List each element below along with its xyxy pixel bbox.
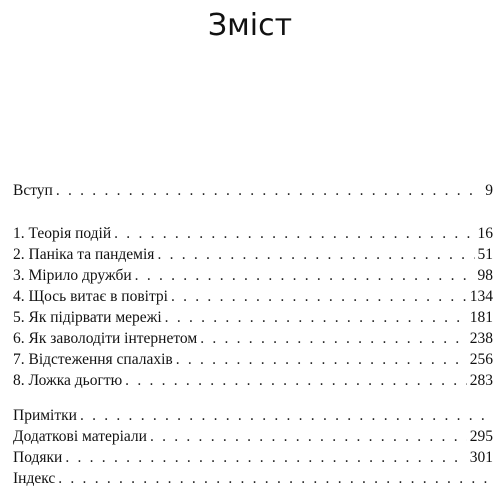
toc-leader-dots (171, 286, 467, 307)
toc-entry-page: 238 (469, 330, 493, 347)
toc-leader-dots (150, 426, 467, 447)
toc-entry-label: Подяки (13, 449, 63, 466)
toc-entry (13, 447, 493, 468)
toc-leader-dots (56, 180, 482, 201)
toc-entry-page: 181 (469, 309, 493, 326)
toc-entry (13, 328, 493, 349)
toc-leader-dots (176, 349, 467, 370)
toc-entry-label: 6. Як заволодіти інтернетом (13, 330, 198, 347)
page-title: Зміст (207, 8, 293, 43)
toc-leader-dots (135, 265, 475, 286)
toc-entry (13, 286, 493, 307)
toc-entry-page: 283 (469, 372, 493, 389)
toc-leader-dots (58, 468, 490, 489)
toc-entry (13, 223, 493, 244)
toc-entry-label: Вступ (13, 182, 53, 199)
toc-entry-label: 3. Мірило дружби (13, 267, 132, 284)
toc-group-intro (13, 180, 493, 201)
toc-entry-label: Індекс (13, 470, 56, 487)
toc-entry-label: 5. Як підірвати мережі (13, 309, 162, 326)
toc-entry-page: 134 (469, 288, 493, 305)
toc-group-back-matter (13, 405, 493, 489)
toc-entry-page: 51 (477, 246, 493, 263)
toc-entry (13, 265, 493, 286)
toc-entry (13, 180, 493, 201)
toc-entry-label: 1. Теорія подій (13, 225, 112, 242)
toc-leader-dots (200, 328, 467, 349)
toc-leader-dots (114, 223, 474, 244)
toc-leader-dots (65, 447, 466, 468)
toc-entry (13, 349, 493, 370)
toc-entry-page: 9 (485, 182, 493, 199)
toc-entry-label: 4. Щось витає в повітрі (13, 288, 168, 305)
toc-entry-page: 16 (477, 225, 493, 242)
toc-entry (13, 370, 493, 391)
toc-entry (13, 244, 493, 265)
toc-leader-dots (165, 307, 467, 328)
toc-leader-dots (80, 405, 490, 426)
toc-entry-label: 2. Паніка та пандемія (13, 246, 155, 263)
toc-entry (13, 426, 493, 447)
toc-entry-label: Примітки (13, 407, 77, 424)
toc-entry-page: 98 (477, 267, 493, 284)
toc-leader-dots (157, 244, 474, 265)
toc-entry (13, 405, 493, 426)
toc-group-chapters (13, 223, 493, 391)
toc-entry-page: 301 (469, 449, 493, 466)
toc-entry-label: 8. Ложка дьогтю (13, 372, 123, 389)
toc-entry-label: Додаткові матеріали (13, 428, 147, 445)
toc-entry (13, 468, 493, 489)
toc-entry-label: 7. Відстеження спалахів (13, 351, 173, 368)
toc-entry-page: 256 (469, 351, 493, 368)
toc-entry-page: 295 (469, 428, 493, 445)
toc-entry (13, 307, 493, 328)
toc-leader-dots (125, 370, 467, 391)
